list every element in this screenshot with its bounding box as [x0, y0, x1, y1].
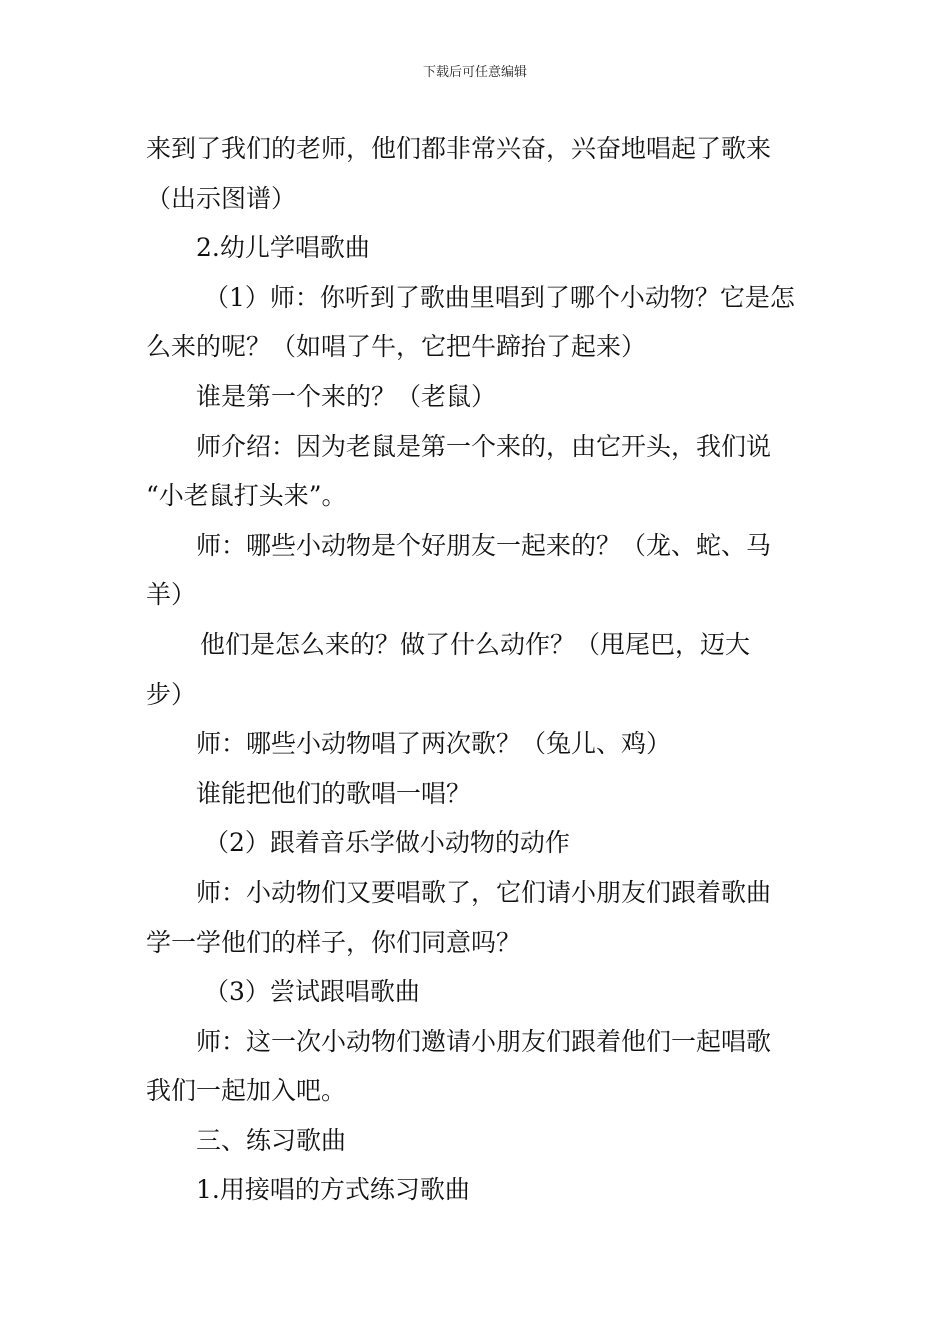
paragraph-line: （1）师：你听到了歌曲里唱到了哪个小动物？它是怎: [204, 282, 795, 312]
paragraph-line: 我们一起加入吧。: [146, 1076, 347, 1106]
paragraph-line: 师介绍：因为老鼠是第一个来的，由它开头，我们说: [196, 431, 772, 461]
paragraph-line: 谁能把他们的歌唱一唱？: [196, 778, 472, 808]
section-heading: 2.幼儿学唱歌曲: [196, 233, 370, 263]
paragraph-line: 师：这一次小动物们邀请小朋友们跟着他们一起唱歌: [196, 1026, 772, 1056]
paragraph-line: “小老鼠打头来”。: [146, 481, 347, 511]
paragraph-line: 步）: [146, 679, 197, 709]
paragraph-line: 么来的呢？（如唱了牛，它把牛蹄抬了起来）: [146, 332, 647, 362]
page-header: 下载后可任意编辑: [422, 65, 527, 80]
paragraph-line: 学一学他们的样子，你们同意吗？: [146, 927, 522, 957]
section-heading: 三、练习歌曲: [196, 1125, 347, 1155]
document-body: [146, 124, 810, 1215]
section-heading: 1.用接唱的方式练习歌曲: [196, 1175, 470, 1205]
paragraph-line: （出示图谱）: [146, 183, 297, 213]
paragraph-line: 谁是第一个来的？（老鼠）: [196, 381, 497, 411]
paragraph-line: 师：哪些小动物唱了两次歌？（兔儿、鸡）: [196, 729, 672, 759]
paragraph-line: 师：小动物们又要唱歌了，它们请小朋友们跟着歌曲: [196, 877, 772, 907]
paragraph-line: 羊）: [146, 580, 197, 610]
paragraph-line: 来到了我们的老师，他们都非常兴奋，兴奋地唱起了歌来: [146, 134, 772, 163]
paragraph-line: （2）跟着音乐学做小动物的动作: [204, 828, 570, 858]
paragraph-line: 他们是怎么来的？做了什么动作？（甩尾巴，迈大: [200, 629, 751, 659]
paragraph-line: （3）尝试跟唱歌曲: [204, 977, 420, 1007]
paragraph-line: 师：哪些小动物是个好朋友一起来的？（龙、蛇、马: [196, 530, 772, 560]
